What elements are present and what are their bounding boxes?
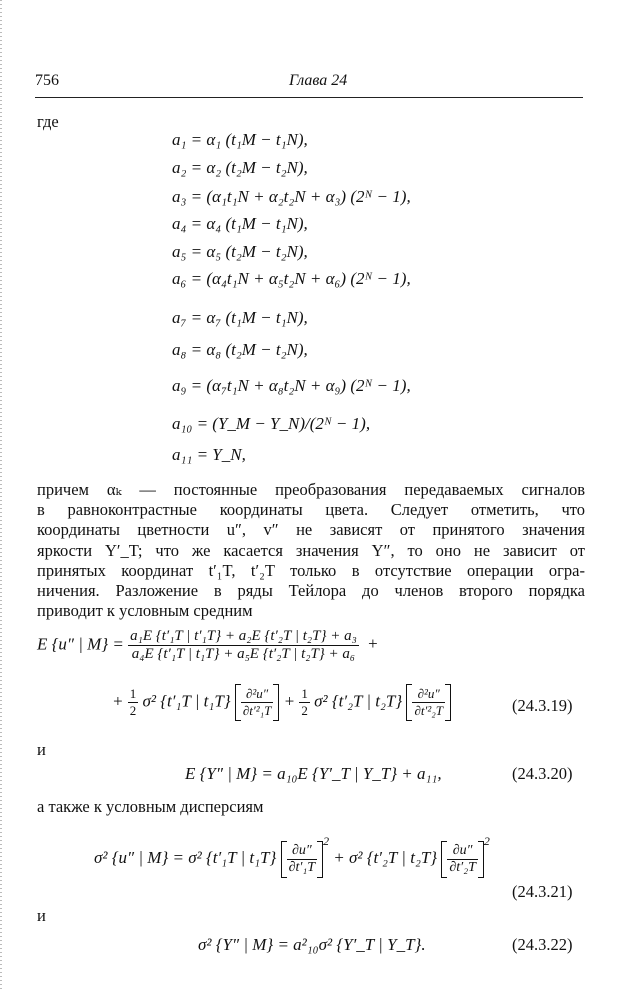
paragraph-line: яркости Y′_T; что же касается значения Y″, то оно не зависит от (37, 540, 585, 560)
page-edge (0, 0, 2, 990)
equation-21: σ² {u″ | M} = σ² {t′₁T | t₁T} $\frac{\partial u''}{\text{∂t′₁T}}$ $^2$ + σ² {t′₂T | t₂T} $\frac{\partial u''}{\text{∂t′₂T}}$ $^2$ (94, 834, 490, 875)
equation-21-mid: + σ² {t′₂T | t₂T} (333, 848, 438, 867)
second-derivative-2: $\frac{\text{∂²u″}}{\text{∂t′²₂T}}$ (406, 686, 451, 719)
equation-line: a₁ = α₁ (t₁M − t₁N), (172, 130, 308, 149)
half-fraction: $\frac{1}{2}$ (129, 686, 137, 718)
equation-number: (24.3.20) (512, 764, 573, 783)
page-number: 756 (35, 72, 59, 89)
equation-line: a₂ = α₂ (t₂M − t₂N), (172, 158, 308, 177)
paragraph-line: принятых координат t′₁T, t′₂T только в отсутствие операции огра- (37, 560, 585, 580)
paragraph-line: в равноконтрастные координаты цвета. Следует отметить, что (37, 500, 585, 520)
paragraph-line: причем αₖ — постоянные преобразования передаваемых сигналов (37, 480, 585, 499)
equation-19-lhs: E {u″ | M} = (37, 634, 124, 654)
also-text: а также к условным дисперсиям (37, 797, 264, 816)
second-derivative-1: $\frac{\text{∂²u″}}{\text{∂t′²₁T}}$ (235, 686, 280, 719)
intro-word: где (37, 112, 59, 131)
equation-line: a₆ = (α₄t₁N + α₅t₂N + α₆) (2ᴺ − 1), (172, 269, 411, 288)
variance-term-1: σ² {t′₁T | t₁T} (142, 691, 231, 711)
equation-22: σ² {Y″ | M} = a²₁₀σ² {Y′_T | Y_T}. (198, 935, 426, 954)
equation-line: a₇ = α₇ (t₁M − t₁N), (172, 308, 308, 327)
equation-line: a₉ = (α₇t₁N + α₈t₂N + α₉) (2ᴺ − 1), (172, 376, 411, 395)
first-derivative-2: $\frac{\partial u''}{\text{∂t′₂T}}$ (441, 843, 484, 876)
equation-19-plus-mid: + (283, 691, 296, 711)
equation-19-fraction (128, 628, 359, 663)
conjunction-and: и (37, 740, 46, 759)
equation-19-plus: + (367, 634, 379, 654)
equation-line: a₈ = α₈ (t₂M − t₂N), (172, 340, 308, 359)
first-derivative-1: $\frac{\partial u''}{\text{∂t′₁T}}$ (281, 843, 324, 876)
paragraph-line: приводит к условным средним (37, 601, 253, 621)
body-paragraph (37, 480, 585, 621)
paragraph-line: координаты цветности u″, v″ не зависят от принятого значения (37, 520, 585, 540)
equation-line: a₁₁ = Y_N, (172, 445, 246, 464)
header-rule (35, 97, 583, 98)
variance-term-2: σ² {t′₂T | t₂T} (314, 691, 403, 711)
equation-19-denominator: a₄E {t′₁T | t₁T} + a₅E {t′₂T | t₂T} + a₆ (131, 646, 356, 662)
equation-line: a₄ = α₄ (t₁M − t₁N), (172, 214, 308, 233)
equation-line: a₃ = (α₁t₁N + α₂t₂N + α₃) (2ᴺ − 1), (172, 187, 411, 206)
equation-19-plus-lead: + (112, 691, 124, 711)
equation-20: E {Y″ | M} = a₁₀E {Y′_T | Y_T} + a₁₁, (185, 764, 442, 783)
equation-number: (24.3.19) (512, 696, 573, 715)
conjunction-and: и (37, 906, 46, 925)
equation-number: (24.3.22) (512, 935, 573, 954)
equation-19-line-2 (112, 686, 451, 719)
running-header (35, 72, 585, 94)
paragraph-line: ничения. Разложение в ряды Тейлора до членов второго порядка (37, 580, 585, 600)
equation-line: a₁₀ = (Y_M − Y_N)/(2ᴺ − 1), (172, 414, 371, 433)
equation-number: (24.3.21) (512, 882, 573, 901)
equation-19-line-1 (37, 628, 379, 663)
equation-line: a₅ = α₅ (t₂M − t₂N), (172, 242, 308, 261)
chapter-title: Глава 24 (289, 72, 348, 89)
equation-21-lhs: σ² {u″ | M} = σ² {t′₁T | t₁T} (94, 848, 277, 867)
half-fraction: $\frac{1}{2}$ (301, 686, 308, 718)
equation-19-numerator: a₁E {t′₁T | t′₁T} + a₂E {t′₂T | t₂T} + a₃ (130, 628, 357, 644)
